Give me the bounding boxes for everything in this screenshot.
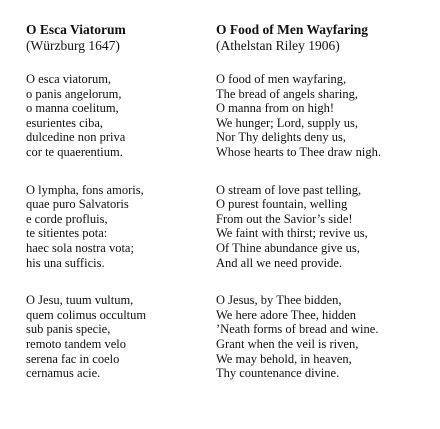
latin-source: (Würzburg 1647) — [26, 38, 120, 53]
verse-line: quem colimus occultum — [26, 307, 147, 322]
verse-line: o manna coelitum, — [26, 101, 119, 116]
verse-line: cernamus acie. — [26, 366, 101, 381]
verse-line: O stream of love past telling, — [216, 182, 362, 197]
verse-line: serena fac in coelo — [26, 351, 120, 366]
verse-line: cor te quaerentium. — [26, 144, 123, 159]
verse-line: O lympha, fons amoris, — [26, 182, 144, 197]
verse-line: O Jesu, tuum vultum, — [26, 293, 134, 308]
latin-column — [26, 22, 216, 381]
latin-stanza-2 — [26, 183, 216, 271]
latin-title: O Esca Viatorum — [26, 22, 126, 37]
verse-line: O purest fountain, welling — [216, 197, 348, 212]
verse-line: We may behold, in heaven, — [216, 351, 352, 366]
verse-line: Whose hearts to Thee draw nigh. — [216, 144, 381, 159]
verse-line: Of Thine abundance give us, — [216, 240, 360, 255]
english-stanza-1 — [216, 72, 436, 160]
verse-line: We faint with thirst; revive us, — [216, 226, 368, 241]
verse-line: O Jesus, by Thee bidden, — [216, 293, 342, 308]
verse-line: And all we need provide. — [216, 255, 343, 270]
verse-line: Nor Thy delights deny us, — [216, 130, 346, 145]
verse-line: We here adore Thee, hidden — [216, 307, 357, 322]
verse-line: dulcedine non priva — [26, 130, 126, 145]
verse-line: te sitientes pota: — [26, 226, 108, 241]
verse-line: esurientes ciba, — [26, 115, 104, 130]
verse-line: O food of men wayfaring, — [216, 72, 347, 86]
verse-line: o panis angelorum, — [26, 86, 122, 101]
english-title: O Food of Men Wayfaring — [216, 22, 369, 37]
verse-line: O esca viatorum, — [26, 72, 112, 86]
verse-line: remoto tandem velo — [26, 336, 126, 351]
verse-line: From out the Savior’s side! — [216, 211, 353, 226]
english-source: (Athelstan Riley 1906) — [216, 38, 340, 53]
verse-line: haec sola nostra vota; — [26, 240, 134, 255]
verse-line: his una sufficis. — [26, 255, 105, 270]
latin-stanza-3 — [26, 293, 216, 381]
verse-line: quae puro Salvatoris — [26, 197, 129, 212]
verse-line: Grant when the veil is riven, — [216, 336, 359, 351]
verse-line: ’Neath forms of bread and wine. — [216, 322, 379, 337]
verse-line: e corde profluis, — [26, 211, 108, 226]
verse-line: The bread of angels sharing, — [216, 86, 358, 101]
english-stanza-2 — [216, 183, 436, 271]
verse-line: sub panis specie, — [26, 322, 111, 337]
english-stanza-3 — [216, 293, 436, 381]
latin-stanza-1 — [26, 72, 216, 160]
english-column — [216, 22, 436, 381]
verse-line: O manna from on high! — [216, 101, 335, 116]
verse-line: Thy countenance divine. — [216, 366, 340, 381]
verse-line: We hunger; Lord, supply us, — [216, 115, 359, 130]
